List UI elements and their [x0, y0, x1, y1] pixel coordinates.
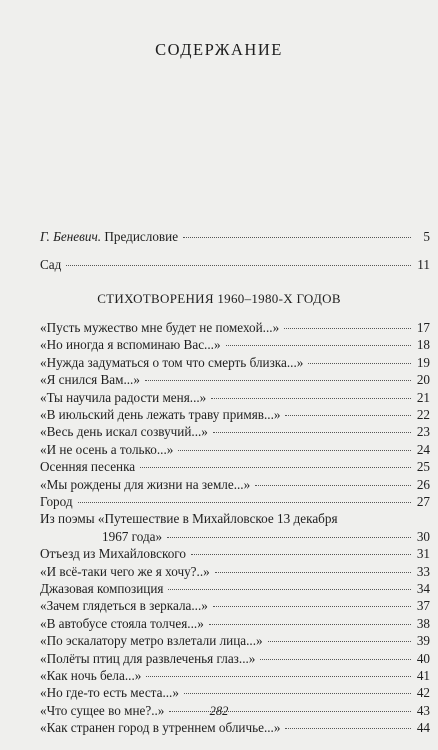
toc-entry — [40, 546, 430, 562]
toc-entry-page: 39 — [416, 633, 430, 649]
toc-entry — [40, 390, 430, 406]
toc-entry — [40, 720, 430, 736]
toc-entry-title: Из поэмы «Путешествие в Михайловское 13 декабря — [40, 511, 338, 527]
toc-entry-title: «Мы рождены для жизни на земле...» — [40, 476, 251, 492]
toc-entry-page: 11 — [417, 257, 430, 272]
toc-entry — [40, 651, 430, 667]
dot-leader — [191, 554, 411, 555]
dot-leader — [308, 363, 411, 364]
toc-entry — [40, 633, 430, 649]
toc-entry-title: «По эскалатору метро взлетали лица...» — [40, 633, 263, 649]
toc-entry-title: «В автобусе стояла толчея...» — [40, 615, 204, 631]
toc-entry — [40, 320, 430, 336]
dot-leader — [268, 641, 411, 642]
toc-entry-page: 24 — [416, 441, 430, 457]
dot-leader — [209, 624, 411, 625]
dot-leader — [145, 380, 411, 381]
toc-entry — [40, 685, 430, 701]
dot-leader — [284, 328, 411, 329]
toc-entry-title: Отъезд из Михайловского — [40, 546, 186, 562]
toc-entry-author: Г. Беневич. — [40, 229, 102, 244]
toc-entry-page: 44 — [416, 720, 430, 736]
dot-leader — [168, 589, 411, 590]
toc-entry — [40, 477, 430, 493]
toc-entry-page: 31 — [416, 546, 430, 562]
dot-leader — [213, 432, 411, 433]
toc-entry — [40, 337, 430, 353]
dot-leader — [66, 265, 411, 266]
toc-entry — [40, 668, 430, 684]
toc-entry-page: 5 — [423, 229, 430, 244]
toc-entry — [40, 459, 430, 475]
toc-entry-title: «Нужда задуматься о том что смерть близка...» — [40, 354, 304, 370]
toc-entry — [40, 372, 430, 388]
toc-entry — [40, 494, 430, 510]
toc-entry-page: 40 — [416, 650, 430, 666]
toc-entry-title: Город — [40, 494, 73, 509]
toc-entry-page: 34 — [416, 581, 430, 596]
toc-entry-page: 41 — [416, 668, 430, 683]
toc-entry-title: «Что сущее во мне?..» — [40, 702, 165, 718]
toc-entry-title: «Но где-то есть места...» — [40, 685, 179, 701]
toc-entry-page: 37 — [416, 598, 430, 614]
toc-entry-title: Сад — [40, 257, 62, 272]
toc-entry-page: 30 — [416, 528, 430, 544]
toc-entry-title: «И всё-таки чего же я хочу?..» — [40, 563, 210, 579]
toc-entry-title: «Весь день искал созвучий...» — [40, 424, 208, 440]
toc-entry-page: 22 — [416, 407, 430, 422]
toc-entry — [40, 581, 430, 597]
toc-entry-page: 19 — [416, 354, 430, 370]
toc-entry-title-continued: 1967 года» — [102, 528, 163, 544]
section-title: СТИХОТВОРЕНИЯ 1960–1980-Х ГОДОВ — [97, 291, 341, 306]
dot-leader — [213, 606, 411, 607]
dot-leader — [226, 345, 411, 346]
toc-entry — [40, 424, 430, 440]
page-number: 282 — [209, 704, 229, 718]
dot-leader — [140, 467, 411, 468]
toc-entry — [40, 564, 430, 580]
toc-entry-title: «Но иногда я вспоминаю Вас...» — [40, 337, 221, 353]
toc-entry-title: «Как странен город в утреннем обличье...» — [40, 720, 281, 736]
toc-entry-title: Джазовая композиция — [40, 581, 164, 596]
toc-entry-sad — [40, 257, 430, 273]
toc-entry-title: «Ты научила радости меня...» — [40, 389, 207, 405]
toc-entry — [40, 616, 430, 632]
toc-entry-title: «В июльский день лежать траву примяв...» — [40, 407, 281, 422]
toc-entry — [40, 598, 430, 614]
dot-leader — [146, 676, 411, 677]
toc-entry — [40, 442, 430, 458]
toc-entry-page: 17 — [416, 320, 430, 335]
toc-entry-title: «И не осень а только...» — [40, 441, 174, 457]
toc-entry-page: 23 — [416, 424, 430, 440]
dot-leader — [285, 728, 411, 729]
dot-leader — [184, 693, 411, 694]
toc-entry-page: 38 — [416, 615, 430, 631]
dot-leader — [260, 659, 411, 660]
toc-entry-title: «Я снился Вам...» — [40, 372, 140, 388]
dot-leader — [167, 537, 411, 538]
toc-entry — [40, 511, 430, 544]
toc-entry-preface — [40, 229, 430, 245]
dot-leader — [178, 450, 411, 451]
dot-leader — [255, 485, 411, 486]
toc-entry-page: 27 — [416, 494, 430, 509]
toc-entry-title: «Как ночь бела...» — [40, 668, 142, 683]
toc-entry-title: «Полёты птиц для развлеченья глаз...» — [40, 650, 256, 666]
toc-entry-page: 18 — [416, 337, 430, 353]
toc-entry-page: 25 — [416, 459, 430, 475]
toc-entry-page: 20 — [416, 372, 430, 388]
toc-entry-page: 42 — [416, 685, 430, 701]
dot-leader — [78, 502, 411, 503]
toc-entry-title: «Зачем глядеться в зеркала...» — [40, 598, 208, 614]
dot-leader — [183, 237, 411, 238]
toc-entry-page: 43 — [416, 702, 430, 718]
toc-entry-page: 21 — [416, 389, 430, 405]
page-title: СОДЕРЖАНИЕ — [155, 40, 283, 59]
toc-entry — [40, 355, 430, 371]
dot-leader — [285, 415, 411, 416]
toc-entry-page: 33 — [416, 563, 430, 579]
toc-entry-title: «Пусть мужество мне будет не помехой...» — [40, 320, 280, 335]
dot-leader — [215, 572, 411, 573]
toc-entry-page: 26 — [416, 476, 430, 492]
toc-entry-title: Осенняя песенка — [40, 459, 136, 475]
toc-entry-title: Г. Беневич. Предисловие — [40, 229, 179, 244]
toc-entry — [40, 407, 430, 423]
dot-leader — [211, 398, 411, 399]
